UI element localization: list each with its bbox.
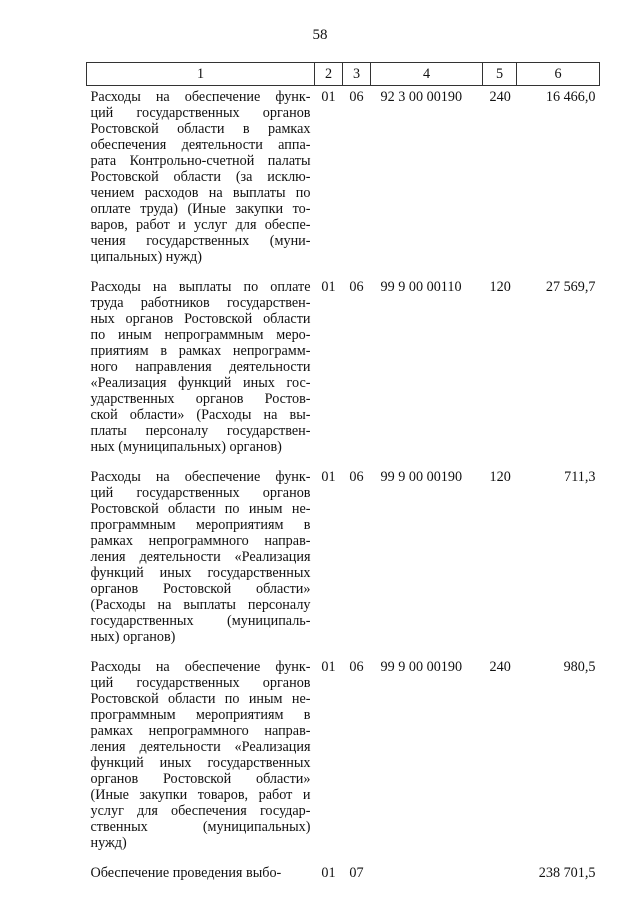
expense-name-line: оплате труда) (Иные закупки то- xyxy=(90,201,311,217)
amount-cell: 238 701,5 xyxy=(538,865,596,881)
table-row xyxy=(87,466,600,656)
expense-name-cell xyxy=(87,656,315,862)
expense-name-line: рамках непрограммного направ- xyxy=(90,533,311,549)
expense-name-line: (Иные закупки товаров, работ и xyxy=(90,787,311,803)
expense-name-line: по иным непрограммным меро- xyxy=(90,327,311,343)
target-article-cell: 99 9 00 00190 xyxy=(380,659,463,675)
table-body xyxy=(87,86,600,893)
expense-name-line: ской области» (Расходы на вы- xyxy=(90,407,311,423)
expense-name-line: ного направления деятельности xyxy=(90,359,311,375)
section-cell: 01 xyxy=(321,89,336,105)
expense-name-line: рата Контрольно-счетной палаты xyxy=(90,153,311,169)
table-row xyxy=(87,656,600,862)
expense-name-line: программным мероприятиям в xyxy=(90,517,311,533)
section-cell: 01 xyxy=(321,469,336,485)
expense-name-line: ударственных органов Ростов- xyxy=(90,391,311,407)
expense-name-line: приятиям в рамках непрограмм- xyxy=(90,343,311,359)
expense-name-line: ственных (муниципальных) xyxy=(90,819,311,835)
expense-type-cell xyxy=(483,862,517,892)
expense-name-line: чением расходов на выплаты по xyxy=(90,185,311,201)
header-name: 1 xyxy=(87,63,315,86)
table-row xyxy=(87,276,600,466)
expense-name-line: Расходы на обеспечение функ- xyxy=(90,659,311,675)
expense-name-line: Расходы на обеспечение функ- xyxy=(90,469,311,485)
expense-name-line: Ростовской области по иным не- xyxy=(90,691,311,707)
header-section: 2 xyxy=(315,63,343,86)
header-amount: 6 xyxy=(517,63,600,86)
table-row xyxy=(87,86,600,277)
header-target-article: 4 xyxy=(371,63,483,86)
header-expense-type: 5 xyxy=(483,63,517,86)
table-header-row xyxy=(87,63,600,86)
amount-cell: 980,5 xyxy=(563,659,596,675)
expense-name-line: ления деятельности «Реализация xyxy=(90,739,311,755)
section-cell: 01 xyxy=(321,865,336,881)
amount-cell: 16 466,0 xyxy=(545,89,596,105)
expense-type-cell: 240 xyxy=(489,659,511,675)
expense-name-line: программным мероприятиям в xyxy=(90,707,311,723)
expense-type-cell: 120 xyxy=(489,469,511,485)
page-number: 58 xyxy=(312,27,328,43)
expense-name-line: ций государственных органов xyxy=(90,105,311,121)
expense-name-line: ления деятельности «Реализация xyxy=(90,549,311,565)
expense-name-line: функций иных государственных xyxy=(90,755,311,771)
budget-table xyxy=(86,62,600,892)
expense-name-line: ций государственных органов xyxy=(90,485,311,501)
expense-name-line: ных) органов) xyxy=(90,629,176,645)
subsection-cell: 07 xyxy=(349,865,364,881)
subsection-cell: 06 xyxy=(349,469,364,485)
expense-name-line: ных (муниципальных) органов) xyxy=(90,439,282,455)
expense-name-line: ций государственных органов xyxy=(90,675,311,691)
expense-name-line: услуг для обеспечения государ- xyxy=(90,803,311,819)
expense-name-line: органов Ростовской области» xyxy=(90,771,311,787)
expense-name-line: Расходы на выплаты по оплате xyxy=(90,279,311,295)
expense-type-cell: 120 xyxy=(489,279,511,295)
expense-name-cell xyxy=(87,86,315,277)
expense-name-line: Обеспечение проведения выбо- xyxy=(90,865,282,881)
expense-name-line: платы персоналу государствен- xyxy=(90,423,311,439)
expense-name-line: Расходы на обеспечение функ- xyxy=(90,89,311,105)
expense-name-line: чения государственных (муни- xyxy=(90,233,311,249)
expense-name-line: ных органов Ростовской области xyxy=(90,311,311,327)
subsection-cell: 06 xyxy=(349,279,364,295)
expense-name-line: государственных (муниципаль- xyxy=(90,613,311,629)
expense-name-line: обеспечения деятельности аппа- xyxy=(90,137,311,153)
expense-name-line: варов, работ и услуг для обеспе- xyxy=(90,217,311,233)
expense-name-line: «Реализация функций иных гос- xyxy=(90,375,311,391)
expense-name-line: органов Ростовской области» xyxy=(90,581,311,597)
expense-name-line: Ростовской области в рамках xyxy=(90,121,311,137)
expense-name-line: ципальных) нужд) xyxy=(90,249,202,265)
expense-name-line: нужд) xyxy=(90,835,127,851)
table-row xyxy=(87,862,600,892)
amount-cell: 27 569,7 xyxy=(545,279,596,295)
header-subsection: 3 xyxy=(343,63,371,86)
expense-name-cell xyxy=(87,466,315,656)
expense-type-cell: 240 xyxy=(489,89,511,105)
target-article-cell: 92 3 00 00190 xyxy=(380,89,463,105)
amount-cell: 711,3 xyxy=(564,469,596,485)
expense-name-line: Ростовской области по иным не- xyxy=(90,501,311,517)
subsection-cell: 06 xyxy=(349,89,364,105)
target-article-cell xyxy=(371,862,483,892)
expense-name-line: Ростовской области (за исклю- xyxy=(90,169,311,185)
expense-name-cell xyxy=(87,276,315,466)
expense-name-cell xyxy=(87,862,315,892)
target-article-cell: 99 9 00 00110 xyxy=(380,279,462,295)
expense-name-line: рамках непрограммного направ- xyxy=(90,723,311,739)
target-article-cell: 99 9 00 00190 xyxy=(380,469,463,485)
expense-name-line: функций иных государственных xyxy=(90,565,311,581)
section-cell: 01 xyxy=(321,279,336,295)
expense-name-line: (Расходы на выплаты персоналу xyxy=(90,597,311,613)
subsection-cell: 06 xyxy=(349,659,364,675)
section-cell: 01 xyxy=(321,659,336,675)
expense-name-line: труда работников государствен- xyxy=(90,295,311,311)
